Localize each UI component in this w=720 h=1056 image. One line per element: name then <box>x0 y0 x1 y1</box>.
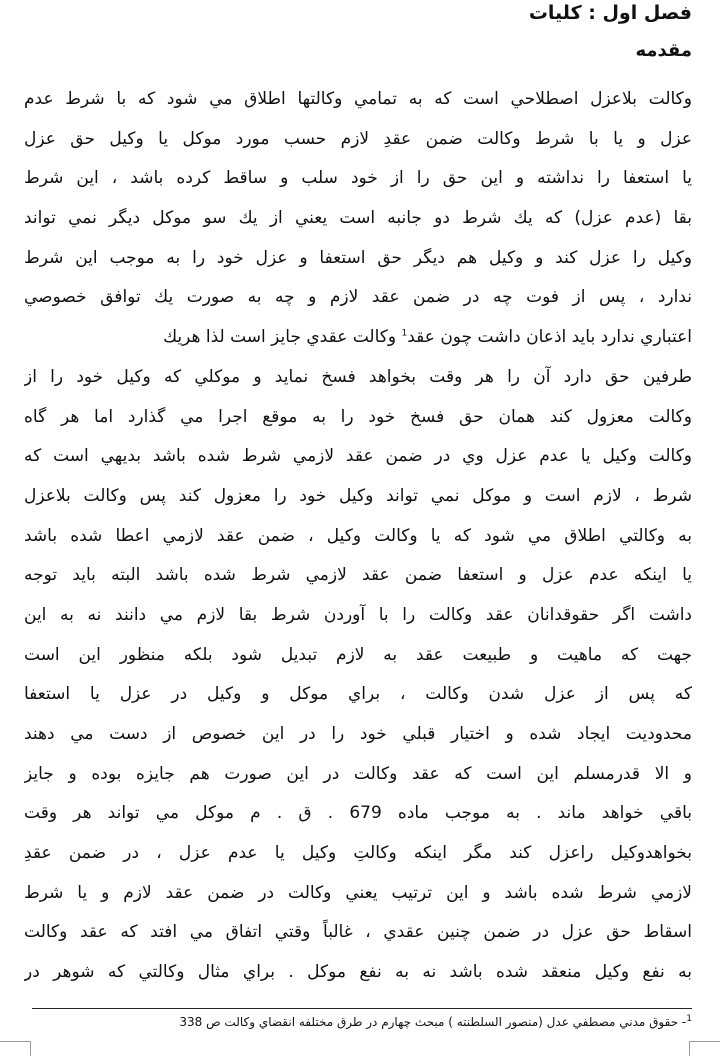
text-line: به نفع وكيل منعقد شده باشد نه به نفع موكل . براي مثال وكالتي كه شوهر در <box>24 962 692 983</box>
section-title: مقدمه <box>635 40 692 61</box>
text-line: اسقاط حق عزل در ضمن چنين عقدي ، غالباً وقتي اتفاق مي افتد كه عقد وكالت <box>24 922 692 943</box>
text-line: طرفين حق دارد آن را هر وقت بخواهد فسخ نمايد و موكلي كه وكيل خود را از <box>24 366 692 387</box>
text-line: و الا قدرمسلم اين است كه عقد وكالت در اين صورت هم جايزه بوده و جايز <box>24 763 692 784</box>
text-line: يا اينكه عدم عزل و استعفا ضمن عقد لازمي شرط شده باشد البته بايد توجه <box>24 565 692 586</box>
text-line: لازمي شرط شده باشد و اين ترتيب يعني وكالت در ضمن عقد لازم و يا شرط <box>24 882 692 903</box>
text-line: باقي خواهد ماند . به موجب ماده 679 . ق . م موكل مي تواند هر وقت <box>24 803 692 824</box>
text-line-part: وكالت عقدي جايز است لذا هريك <box>163 327 402 348</box>
footnote-reference[interactable]: 1 <box>401 328 408 339</box>
text-line: وكالت معزول كند همان حق فسخ خود را به موقع اجرا مي گذارد اما هر گاه <box>24 406 692 427</box>
text-line: عزل و يا با شرط وكالت ضمن عقدِ لازم حسب مورد موكل يا وكيل حق عزل <box>24 128 692 149</box>
page-corner-mark <box>689 1041 720 1056</box>
text-line-with-footnote <box>24 318 692 358</box>
text-line: وكالت بلاعزل اصطلاحي است كه به تمامي وكالتها اطلاق مي شود كه با شرط عدم <box>24 89 692 109</box>
text-line: داشت اگر حقوقدانان عقد وكالت را با آوردن شرط بقا لازم مي دانند نه به اين <box>24 604 692 625</box>
text-line: شرط ، لازم است و موكل نمي تواند وكيل خود را معزول كند پس وكالت بلاعزل <box>24 485 692 506</box>
text-line: ندارد ، پس از فوت چه در ضمن عقد لازم و چه به صورت يك توافق خصوصي <box>24 287 692 308</box>
text-line: محدوديت ايجاد شده و اختيار قبلي خود را در اين خصوص از دست مي دهند <box>24 724 692 744</box>
text-line: وكالت وكيل يا عدم عزل وي در ضمن عقد لازمي شرط شده باشد بديهي است كه <box>24 446 692 467</box>
chapter-title: فصل اول : كليات <box>528 2 692 24</box>
text-line: بخواهدوكيل راعزل كند مگر اينكه وكالتِ وكيل يا عدم عزل ، در ضمن عقدِ <box>24 843 692 864</box>
text-line: كه پس از عزل شدن وكالت ، براي موكل و وكيل در عزل يا استعفا <box>24 684 692 705</box>
footnote <box>24 1013 692 1031</box>
text-line: وكيل را عزل كند و وكيل هم ديگر حق استعفا و عزل خود را به موجب اين شرط <box>24 247 692 268</box>
text-line: به وكالتي اطلاق مي شود كه يا وكالت وكيل ، ضمن عقد لازمي اعطا شده باشد <box>24 525 692 546</box>
text-line: بقا (عدم عزل) كه يك شرط دو جانبه است يعني از يك سو موكل ديگر نمي تواند <box>24 208 692 229</box>
footnote-text: - حقوق مدني مصطفي عدل (منصور السلطنته ) مبحث چهارم در طرق مختلفه انقضاي وكالت ص 338 <box>179 1015 687 1029</box>
page-corner-mark <box>0 1041 31 1056</box>
text-line: جهت كه ماهيت و طبيعت عقد به لازم تبديل شود بلكه منظور اين است <box>24 644 692 665</box>
footnote-number: 1 <box>686 1014 692 1024</box>
footnote-separator <box>32 1008 692 1009</box>
text-line: يا استعفا را نداشته و اين حق را از خود سلب و ساقط كرده باشد ، اين شرط <box>24 168 692 189</box>
text-line-part: اعتباري ندارد بايد اذعان داشت چون عقد <box>407 327 692 348</box>
body-paragraph <box>24 80 692 993</box>
